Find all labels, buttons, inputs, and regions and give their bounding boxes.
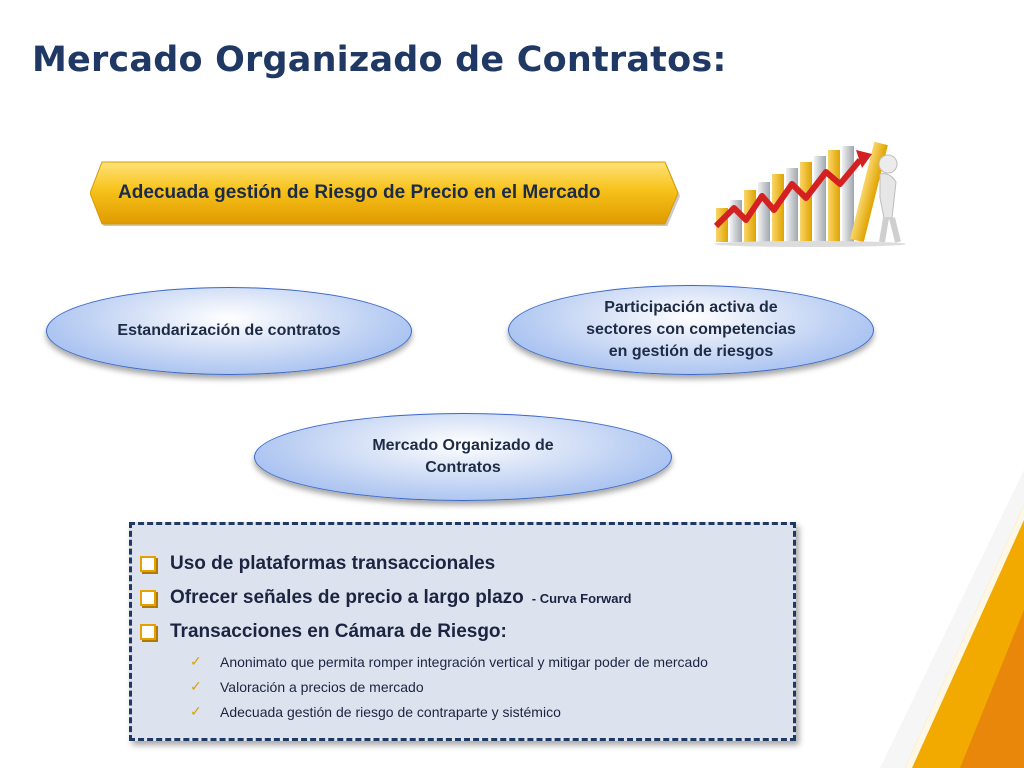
sub-item [190,678,424,695]
growth-chart-icon [710,138,910,248]
sub-item-text: Anonimato que permita romper integración vertical y mitigar poder de mercado [220,653,708,670]
bullet-item [140,553,495,575]
sub-item [190,703,561,720]
bullet-note: - Curva Forward [531,590,632,606]
sub-item-text: Valoración a precios de mercado [220,678,424,695]
checkmark-icon: ✓ [190,703,202,719]
page-title: Mercado Organizado de Contratos: [32,40,727,80]
sub-item [190,653,708,670]
bullet-item [140,621,507,643]
bullet-text: Uso de plataformas transaccionales [170,553,496,574]
banner-label: Adecuada gestión de Riesgo de Precio en el Mercado [118,182,601,203]
bullet-item [140,587,631,609]
checkbox-icon [140,590,156,606]
features-box [129,522,796,741]
ellipse-text-line: Estandarización de contratos [117,322,341,339]
ellipse-text-line: Participación activa de [604,299,778,316]
ellipse-estandarizacion [46,287,412,375]
sub-item-text: Adecuada gestión de riesgo de contraparte y sistémico [220,703,561,720]
ellipse-text-line: Contratos [425,459,501,476]
checkbox-icon [140,624,156,640]
ellipse-text-line: sectores con competencias [586,321,796,338]
ellipse-mercado-organizado [254,413,672,501]
bullet-text: Ofrecer señales de precio a largo plazo [170,587,524,608]
checkmark-icon: ✓ [190,653,202,669]
checkbox-icon [140,556,156,572]
ellipse-text-line: Mercado Organizado de [372,437,554,454]
banner-arrow [90,160,680,226]
ellipse-participacion [508,285,874,375]
bullet-text: Transacciones en Cámara de Riesgo: [170,621,507,642]
checkmark-icon: ✓ [190,678,202,694]
ellipse-text-line: en gestión de riesgos [608,343,774,360]
